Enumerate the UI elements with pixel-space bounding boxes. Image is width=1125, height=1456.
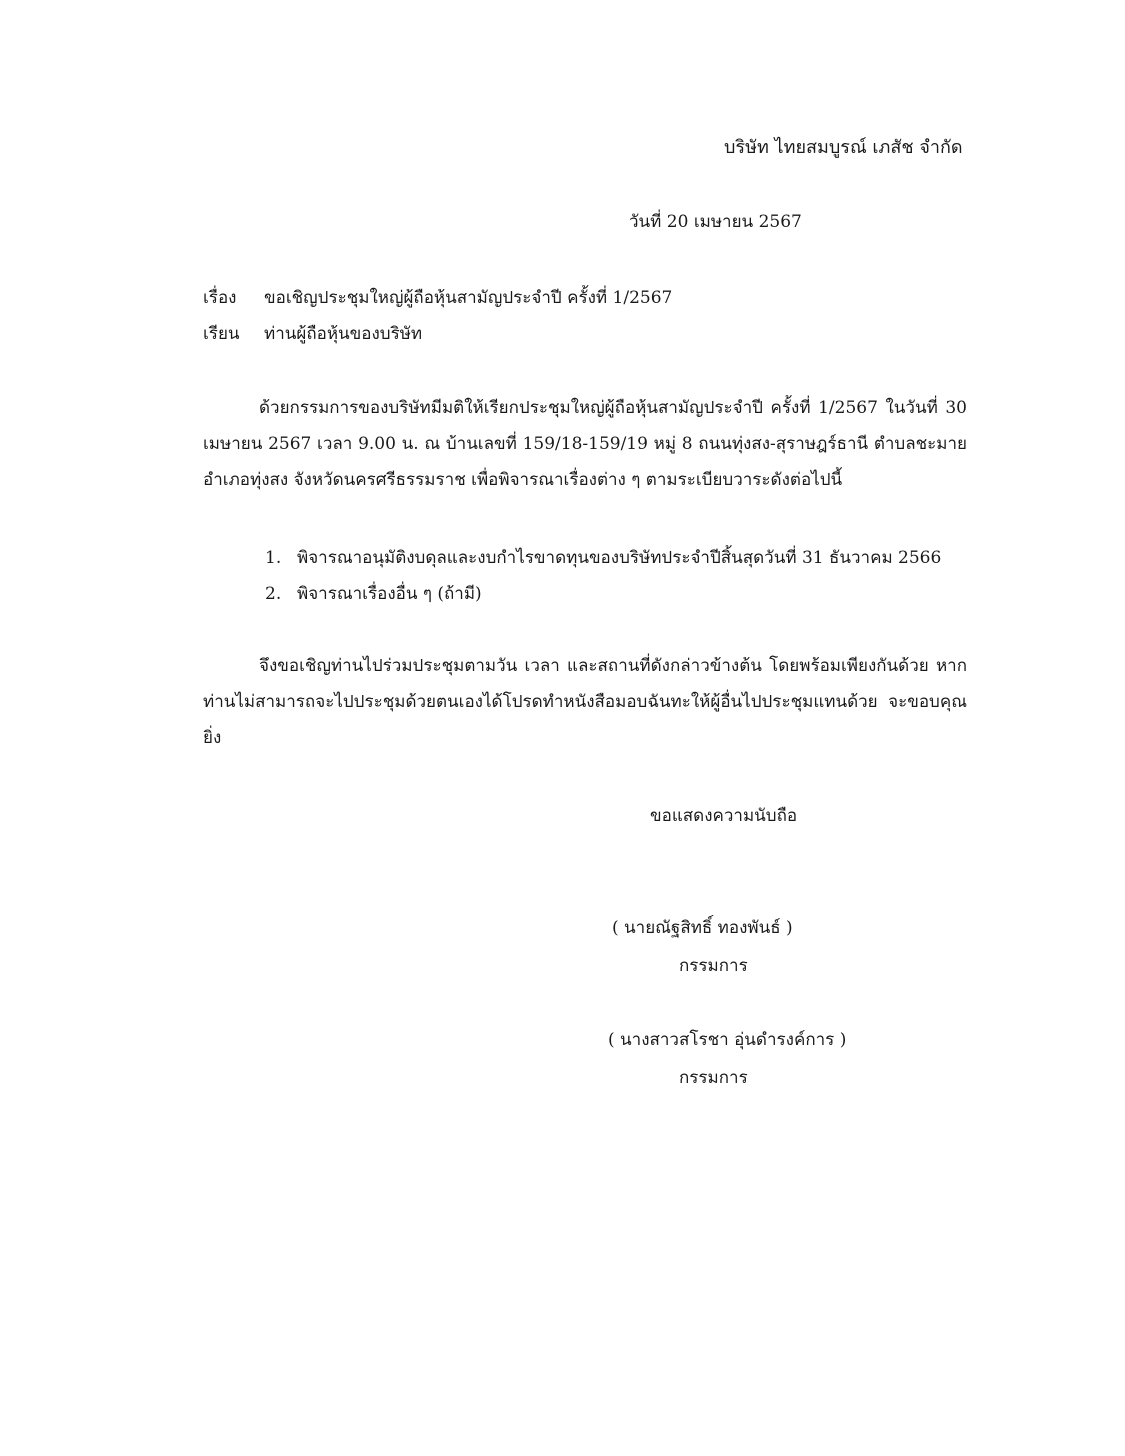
body-paragraph-2: จึงขอเชิญท่านไปร่วมประชุมตามวัน เวลา และสถานที่ดังกล่าวข้างต้น โดยพร้อมเพียงกันด้วย หากท่านไม่สามารถจะไปประชุมด้วยตนเองได้โปรดทำหนังสือมอบฉันทะให้ผู้อื่นไปประชุมแทนด้วย จะขอบคุณยิ่ง [203,656,967,748]
agenda-item-text: พิจารณาอนุมัติงบดุลและงบกำไรขาดทุนของบริษัทประจำปีสิ้นสุดวันที่ 31 ธันวาคม 2566 [297,548,942,568]
signatory-title: กรรมการ [679,1068,748,1088]
agenda-item [265,540,941,576]
agenda-item-number: 2. [265,584,282,604]
recipient-label: เรียน [203,324,240,344]
subject-label: เรื่อง [203,288,237,308]
signatory-name: ( นายณัฐสิทธิ์ ทองพันธ์ ) [612,918,793,938]
body-paragraph-1: ด้วยกรรมการของบริษัทมีมติให้เรียกประชุมใหญ่ผู้ถือหุ้นสามัญประจำปี ครั้งที่ 1/2567 ในวันที่ 30 เมษายน 2567 เวลา 9.00 น. ณ บ้านเลขที่ 159/18-159/19 หมู่ 8 ถนนทุ่งสง-สุราษฎร์ธานี ตำบลชะมาย อำเภอทุ่งสง จังหวัดนครศรีธรรมราช เพื่อพิจารณาเรื่องต่าง ๆ ตามระเบียบวาระดังต่อไปนี้ [203,398,967,490]
agenda-list [265,540,941,612]
agenda-item-text: พิจารณาเรื่องอื่น ๆ (ถ้ามี) [297,584,482,604]
signatory-name: ( นางสาวสโรชา อุ่นดำรงค์การ ) [608,1030,847,1050]
recipient-text: ท่านผู้ถือหุ้นของบริษัท [264,324,423,344]
agenda-item-number: 1. [265,548,282,568]
letter-date: วันที่ 20 เมษายน 2567 [629,212,802,232]
closing-phrase: ขอแสดงความนับถือ [650,806,798,826]
company-name: บริษัท ไทยสมบูรณ์ เภสัช จำกัด [724,137,963,158]
subject-text: ขอเชิญประชุมใหญ่ผู้ถือหุ้นสามัญประจำปี ครั้งที่ 1/2567 [264,288,673,308]
agenda-item [265,576,941,612]
signatory-title: กรรมการ [679,956,748,976]
